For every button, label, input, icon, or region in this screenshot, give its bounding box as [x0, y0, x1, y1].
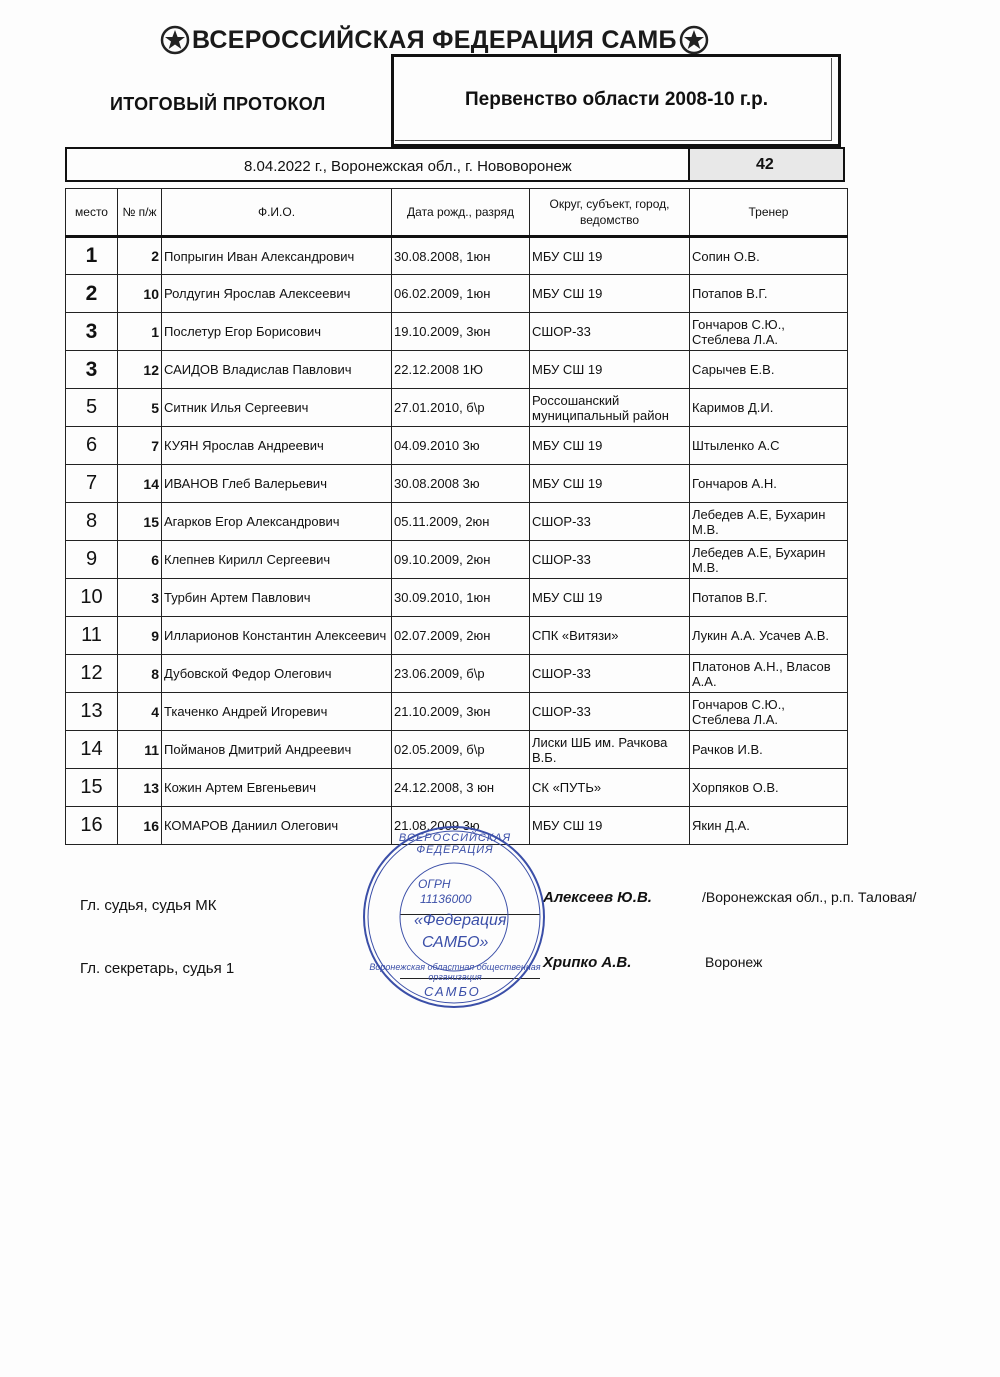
number-cell: 11: [118, 731, 162, 769]
name-cell: Агарков Егор Александрович: [162, 503, 392, 541]
column-header-name: Ф.И.О.: [162, 189, 392, 237]
coach-cell: Гончаров А.Н.: [690, 465, 848, 503]
birth-cell: 21.10.2009, 3юн: [392, 693, 530, 731]
column-header-coach: Тренер: [690, 189, 848, 237]
birth-cell: 30.09.2010, 1юн: [392, 579, 530, 617]
place-cell: 13: [66, 693, 118, 731]
table-row: [66, 275, 848, 313]
table-row: [66, 313, 848, 351]
chief-judge-location: /Воронежская обл., р.п. Таловая/: [702, 889, 917, 905]
number-cell: 14: [118, 465, 162, 503]
chief-judge-label: Гл. судья, судья МК: [80, 897, 217, 914]
number-cell: 13: [118, 769, 162, 807]
place-cell: 2: [66, 275, 118, 313]
birth-cell: 21.08.2009 3ю: [392, 807, 530, 845]
table-header-row: [66, 189, 848, 237]
organization-cell: МБУ СШ 19: [530, 579, 690, 617]
sambo-emblem-right-icon: [679, 25, 709, 55]
place-cell: 3: [66, 313, 118, 351]
birth-cell: 22.12.2008 1Ю: [392, 351, 530, 389]
chief-secretary-label: Гл. секретарь, судья 1: [80, 960, 235, 977]
number-cell: 10: [118, 275, 162, 313]
organization-cell: СК «ПУТЬ»: [530, 769, 690, 807]
birth-cell: 09.10.2009, 2юн: [392, 541, 530, 579]
number-cell: 1: [118, 313, 162, 351]
number-cell: 9: [118, 617, 162, 655]
organization-cell: МБУ СШ 19: [530, 465, 690, 503]
organization-cell: МБУ СШ 19: [530, 427, 690, 465]
results-table: [65, 188, 848, 845]
number-cell: 4: [118, 693, 162, 731]
birth-cell: 04.09.2010 3ю: [392, 427, 530, 465]
birth-cell: 27.01.2010, б\р: [392, 389, 530, 427]
organization-cell: СШОР-33: [530, 655, 690, 693]
table-row: [66, 541, 848, 579]
name-cell: САИДОВ Владислав Павлович: [162, 351, 392, 389]
table-row: [66, 351, 848, 389]
federation-stamp: [358, 822, 550, 1012]
birth-cell: 23.06.2009, б\р: [392, 655, 530, 693]
event-title: Первенство области 2008-10 г.р.: [465, 89, 769, 110]
organization-cell: МБУ СШ 19: [530, 807, 690, 845]
place-cell: 9: [66, 541, 118, 579]
stamp-ogrn-value: 11136000: [420, 892, 472, 906]
name-cell: Кожин Артем Евгеньевич: [162, 769, 392, 807]
place-cell: 15: [66, 769, 118, 807]
name-cell: Дубовской Федор Олегович: [162, 655, 392, 693]
birth-cell: 30.08.2008, 1юн: [392, 237, 530, 275]
table-row: [66, 389, 848, 427]
name-cell: ИВАНОВ Глеб Валерьевич: [162, 465, 392, 503]
table-row: [66, 427, 848, 465]
birth-cell: 02.07.2009, 2юн: [392, 617, 530, 655]
name-cell: Ситник Илья Сергеевич: [162, 389, 392, 427]
name-cell: Послетур Егор Борисович: [162, 313, 392, 351]
name-cell: Ткаченко Андрей Игоревич: [162, 693, 392, 731]
name-cell: КОМАРОВ Даниил Олегович: [162, 807, 392, 845]
organization-cell: СПК «Витязи»: [530, 617, 690, 655]
coach-cell: Хорпяков О.В.: [690, 769, 848, 807]
number-cell: 2: [118, 237, 162, 275]
number-cell: 6: [118, 541, 162, 579]
organization-cell: СШОР-33: [530, 693, 690, 731]
chief-judge-name: Алексеев Ю.В.: [543, 889, 652, 906]
coach-cell: Потапов В.Г.: [690, 275, 848, 313]
place-cell: 7: [66, 465, 118, 503]
column-header-place: место: [66, 189, 118, 237]
coach-cell: Лебедев А.Е, Бухарин М.В.: [690, 503, 848, 541]
number-cell: 15: [118, 503, 162, 541]
place-cell: 11: [66, 617, 118, 655]
birth-cell: 02.05.2009, б\р: [392, 731, 530, 769]
organization-cell: МБУ СШ 19: [530, 351, 690, 389]
coach-cell: Потапов В.Г.: [690, 579, 848, 617]
number-cell: 8: [118, 655, 162, 693]
number-cell: 12: [118, 351, 162, 389]
place-cell: 8: [66, 503, 118, 541]
place-cell: 1: [66, 237, 118, 275]
name-cell: Клепнев Кирилл Сергеевич: [162, 541, 392, 579]
table-row: [66, 503, 848, 541]
organization-cell: СШОР-33: [530, 503, 690, 541]
coach-cell: Сарычев Е.В.: [690, 351, 848, 389]
name-cell: Илларионов Константин Алексеевич: [162, 617, 392, 655]
name-cell: Ролдугин Ярослав Алексеевич: [162, 275, 392, 313]
coach-cell: Рачков И.В.: [690, 731, 848, 769]
sambo-emblem-left-icon: [160, 25, 190, 55]
table-row: [66, 617, 848, 655]
birth-cell: 06.02.2009, 1юн: [392, 275, 530, 313]
coach-cell: Гончаров С.Ю., Стеблева Л.А.: [690, 313, 848, 351]
name-cell: Турбин Артем Павлович: [162, 579, 392, 617]
name-cell: КУЯН Ярослав Андреевич: [162, 427, 392, 465]
name-cell: Попрыгин Иван Александрович: [162, 237, 392, 275]
stamp-ogrn-label: ОГРН: [418, 877, 451, 891]
protocol-title: ИТОГОВЫЙ ПРОТОКОЛ: [110, 94, 326, 114]
place-cell: 12: [66, 655, 118, 693]
coach-cell: Лукин А.А. Усачев А.В.: [690, 617, 848, 655]
place-cell: 10: [66, 579, 118, 617]
coach-cell: Сопин О.В.: [690, 237, 848, 275]
organization-title-text: ВСЕРОССИЙСКАЯ ФЕДЕРАЦИЯ САМБ: [192, 25, 677, 54]
table-row: [66, 731, 848, 769]
date-place: 8.04.2022 г., Воронежская обл., г. Нововоронеж: [244, 158, 572, 175]
place-cell: 3: [66, 351, 118, 389]
organization-cell: СШОР-33: [530, 541, 690, 579]
place-cell: 16: [66, 807, 118, 845]
table-row: [66, 237, 848, 275]
name-cell: Поймaнов Дмитрий Андреевич: [162, 731, 392, 769]
column-header-number: № п/ж: [118, 189, 162, 237]
stamp-bottom-text: САМБО: [424, 984, 481, 999]
column-header-organization: Округ, субъект, город, ведомство: [530, 189, 690, 237]
coach-cell: Каримов Д.И.: [690, 389, 848, 427]
place-cell: 14: [66, 731, 118, 769]
organization-cell: Лиски ШБ им. Рачкова В.Б.: [530, 731, 690, 769]
chief-secretary-location: Воронеж: [705, 954, 763, 970]
number-cell: 16: [118, 807, 162, 845]
table-row: [66, 769, 848, 807]
coach-cell: Гончаров С.Ю., Стеблева Л.А.: [690, 693, 848, 731]
organization-cell: Россошанский муниципальный район: [530, 389, 690, 427]
organization-cell: МБУ СШ 19: [530, 275, 690, 313]
birth-cell: 05.11.2009, 2юн: [392, 503, 530, 541]
birth-cell: 30.08.2008 3ю: [392, 465, 530, 503]
weight-category: 42: [756, 156, 774, 173]
number-cell: 3: [118, 579, 162, 617]
coach-cell: Якин Д.А.: [690, 807, 848, 845]
place-cell: 5: [66, 389, 118, 427]
coach-cell: Лебедев А.Е, Бухарин М.В.: [690, 541, 848, 579]
number-cell: 7: [118, 427, 162, 465]
place-cell: 6: [66, 427, 118, 465]
column-header-birth: Дата рожд., разряд: [392, 189, 530, 237]
stamp-center-line1: «Федерация: [414, 912, 507, 929]
number-cell: 5: [118, 389, 162, 427]
table-row: [66, 465, 848, 503]
organization-cell: МБУ СШ 19: [530, 237, 690, 275]
table-row: [66, 579, 848, 617]
stamp-inner-caption: Воронежская областная общественная организация: [369, 962, 541, 982]
organization-cell: СШОР-33: [530, 313, 690, 351]
table-row: [66, 693, 848, 731]
birth-cell: 24.12.2008, 3 юн: [392, 769, 530, 807]
coach-cell: Платонов А.Н., Власов А.А.: [690, 655, 848, 693]
stamp-center-line2: САМБО»: [422, 934, 489, 951]
table-row: [66, 655, 848, 693]
organization-title: [160, 22, 720, 58]
birth-cell: 19.10.2009, 3юн: [392, 313, 530, 351]
coach-cell: Штыленко А.С: [690, 427, 848, 465]
chief-secretary-name: Хрипко А.В.: [543, 954, 632, 971]
stamp-outer-caption: ВСЕРОССИЙСКАЯ ФЕДЕРАЦИЯ: [398, 832, 512, 856]
